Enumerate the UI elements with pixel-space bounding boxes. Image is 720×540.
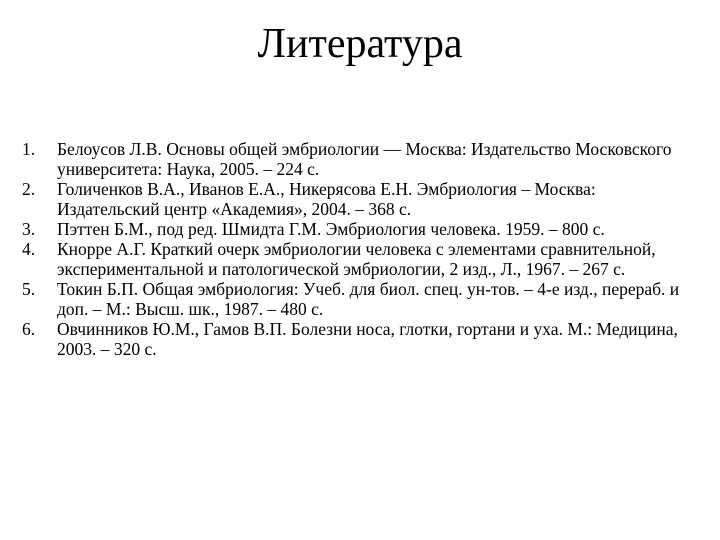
reference-text: Кнорре А.Г. Краткий очерк эмбриологии человека с элементами сравнительной, экспериментальной и патологической эмбриологии, 2 изд., Л., 1967. – 267 с. (57, 239, 656, 279)
reference-text: Голиченков В.А., Иванов Е.А., Никерясова Е.Н. Эмбриология – Москва: Издательский центр «Академия», 2004. – 368 с. (57, 179, 596, 219)
reference-number: 1. (22, 139, 36, 159)
reference-number: 4. (22, 239, 36, 259)
reference-item (22, 219, 702, 239)
reference-text: Токин Б.П. Общая эмбриология: Учеб. для биол. спец. ун-тов. – 4-е изд., перераб. и доп. – М.: Высш. шк., 1987. – 480 с. (57, 279, 680, 319)
slide-title: Литература (257, 21, 463, 67)
reference-item (22, 239, 702, 279)
reference-item (22, 179, 702, 219)
reference-item (22, 279, 702, 319)
reference-text: Белоусов Л.В. Основы общей эмбриологии — Москва: Издательство Московского университета: Наука, 2005. – 224 с. (57, 139, 672, 179)
reference-number: 3. (22, 219, 36, 239)
reference-number: 6. (22, 319, 36, 339)
reference-number: 2. (22, 179, 36, 199)
reference-item (22, 319, 702, 359)
reference-text: Пэттен Б.М., под ред. Шмидта Г.М. Эмбриология человека. 1959. – 800 с. (57, 219, 605, 239)
reference-list (22, 139, 702, 359)
reference-text: Овчинников Ю.М., Гамов В.П. Болезни носа, глотки, гортани и уха. М.: Медицина, 2003. – 320 с. (57, 319, 678, 359)
reference-item (22, 139, 702, 179)
reference-number: 5. (22, 279, 36, 299)
